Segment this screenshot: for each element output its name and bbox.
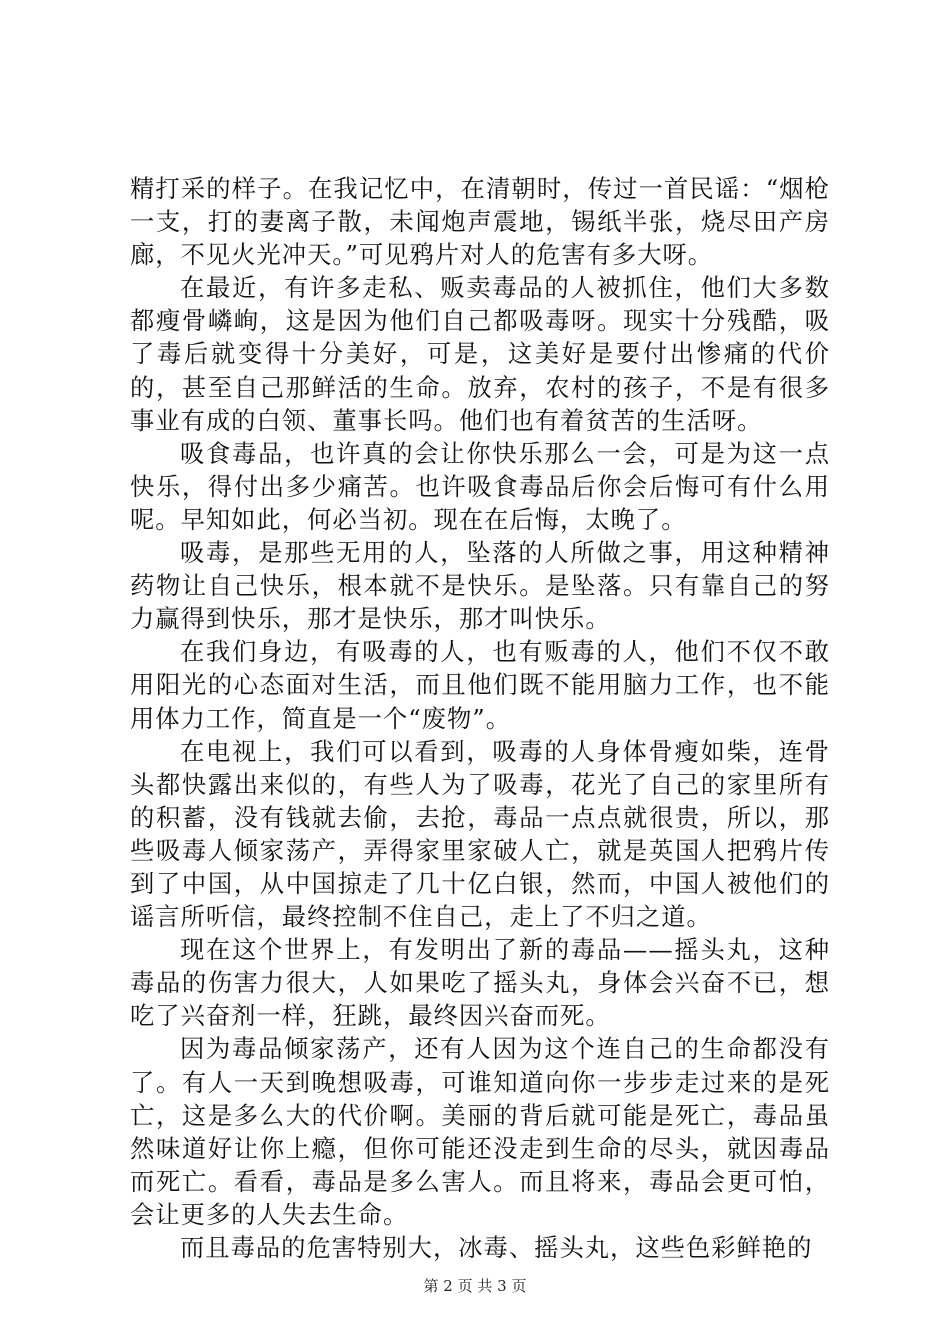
paragraph-3: 吸食毒品，也许真的会让你快乐那么一会，可是为这一点快乐，得付出多少痛苦。也许吸食毒品后你会后悔可有什么用呢。早知如此，何必当初。现在在后悔，太晚了。 xyxy=(130,438,830,534)
paragraph-1: 精打采的样子。在我记忆中，在清朝时，传过一首民谣：“烟枪一支，打的妻离子散，未闻炮声震地，锡纸半张，烧尽田产房廊，不见火光冲天。”可见鸦片对人的危害有多大呀。 xyxy=(130,174,830,270)
paragraph-7: 现在这个世界上，有发明出了新的毒品——摇头丸，这种毒品的伤害力很大，人如果吃了摇头丸，身体会兴奋不已，想吃了兴奋剂一样，狂跳，最终因兴奋而死。 xyxy=(130,935,830,1031)
paragraph-5: 在我们身边，有吸毒的人，也有贩毒的人，他们不仅不敢用阳光的心态面对生活，而且他们既不能用脑力工作，也不能用体力工作，简直是一个“废物”。 xyxy=(130,637,830,733)
document-body xyxy=(130,172,830,1264)
paragraph-8: 因为毒品倾家荡产，还有人因为这个连自己的生命都没有了。有人一天到晚想吸毒，可谁知道向你一步步走过来的是死亡，这是多么大的代价啊。美丽的背后就可能是死亡，毒品虽然味道好让你上瘾，但你可能还没走到生命的尽头，就因毒品而死亡。看看，毒品是多么害人。而且将来，毒品会更可怕，会让更多的人失去生命。 xyxy=(130,1034,830,1229)
paragraph-9: 而且毒品的危害特别大，冰毒、摇头丸，这些色彩鲜艳的 xyxy=(180,1233,813,1262)
paragraph-4: 吸毒，是那些无用的人，坠落的人所做之事，用这种精神药物让自己快乐，根本就不是快乐。是坠落。只有靠自己的努力赢得到快乐，那才是快乐，那才叫快乐。 xyxy=(130,538,830,634)
page-number-footer: 第 2 页 共 3 页 xyxy=(423,1277,527,1295)
paragraph-2: 在最近，有许多走私、贩卖毒品的人被抓住，他们大多数都瘦骨嶙峋，这是因为他们自己都吸毒呀。现实十分残酷，吸了毒后就变得十分美好，可是，这美好是要付出惨痛的代价的，甚至自己那鲜活的生命。放弃，农村的孩子，不是有很多事业有成的白领、董事长吗。他们也有着贫苦的生活呀。 xyxy=(130,273,830,435)
paragraph-6: 在电视上，我们可以看到，吸毒的人身体骨瘦如柴，连骨头都快露出来似的，有些人为了吸毒，花光了自己的家里所有的积蓄，没有钱就去偷，去抢，毒品一点点就很贵，所以，那些吸毒人倾家荡产，弄得家里家破人亡，就是英国人把鸦片传到了中国，从中国掠走了几十亿白银，然而，中国人被他们的谣言所听信，最终控制不住自己，走上了不归之道。 xyxy=(130,736,830,932)
